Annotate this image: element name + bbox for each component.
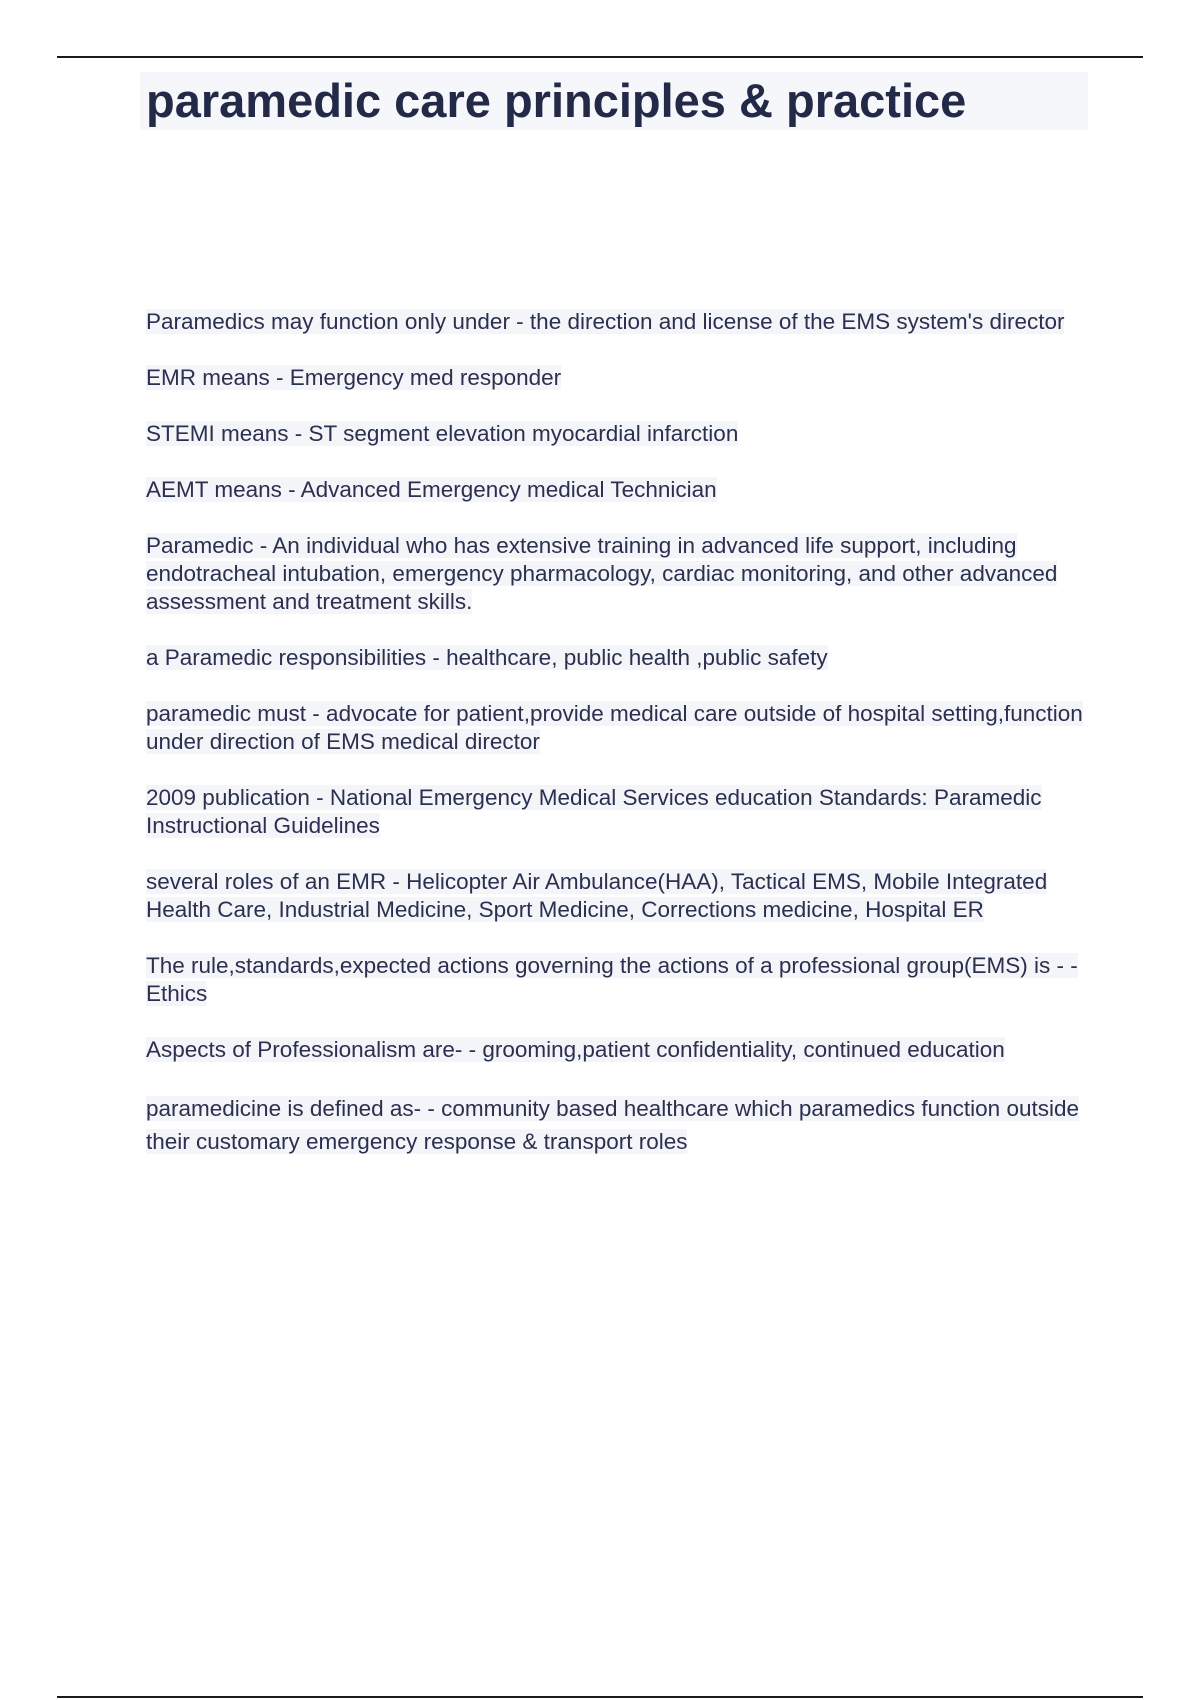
entry-text: paramedicine is defined as- - community based healthcare which paramedics function outside their customary emergency response & transport roles <box>146 1096 1079 1154</box>
entry-text: paramedic must - advocate for patient,provide medical care outside of hospital setting,function under direction of EMS medical director <box>146 701 1083 754</box>
list-item <box>146 420 1086 448</box>
top-divider <box>57 56 1143 58</box>
list-item <box>146 364 1086 392</box>
entry-text: STEMI means - ST segment elevation myocardial infarction <box>146 421 739 446</box>
list-item <box>146 476 1086 504</box>
list-item <box>146 1036 1086 1064</box>
entry-text: several roles of an EMR - Helicopter Air Ambulance(HAA), Tactical EMS, Mobile Integrated Health Care, Industrial Medicine, Sport Medicine, Corrections medicine, Hospital ER <box>146 869 1048 922</box>
list-item <box>146 784 1086 840</box>
entry-text: Aspects of Professionalism are- - grooming,patient confidentiality, continued education <box>146 1037 1005 1062</box>
list-item <box>146 868 1086 924</box>
page-title: paramedic care principles & practice <box>146 74 967 127</box>
entry-text: Paramedic - An individual who has extensive training in advanced life support, including endotracheal intubation, emergency pharmacology, cardiac monitoring, and other advanced assessment and treatment skills. <box>146 533 1058 614</box>
list-item <box>146 308 1086 336</box>
entry-text: 2009 publication - National Emergency Medical Services education Standards: Paramedic Instructional Guidelines <box>146 785 1042 838</box>
entry-text: Paramedics may function only under - the direction and license of the EMS system's director <box>146 309 1065 334</box>
list-item <box>146 644 1086 672</box>
bottom-divider <box>57 1696 1143 1698</box>
entry-text: a Paramedic responsibilities - healthcare, public health ,public safety <box>146 645 828 670</box>
flashcard-list <box>146 308 1086 1186</box>
list-item <box>146 1092 1086 1158</box>
entry-text: AEMT means - Advanced Emergency medical Technician <box>146 477 717 502</box>
entry-text: The rule,standards,expected actions governing the actions of a professional group(EMS) is - - Ethics <box>146 953 1078 1006</box>
list-item <box>146 700 1086 756</box>
list-item <box>146 952 1086 1008</box>
list-item <box>146 532 1086 616</box>
entry-text: EMR means - Emergency med responder <box>146 365 562 390</box>
